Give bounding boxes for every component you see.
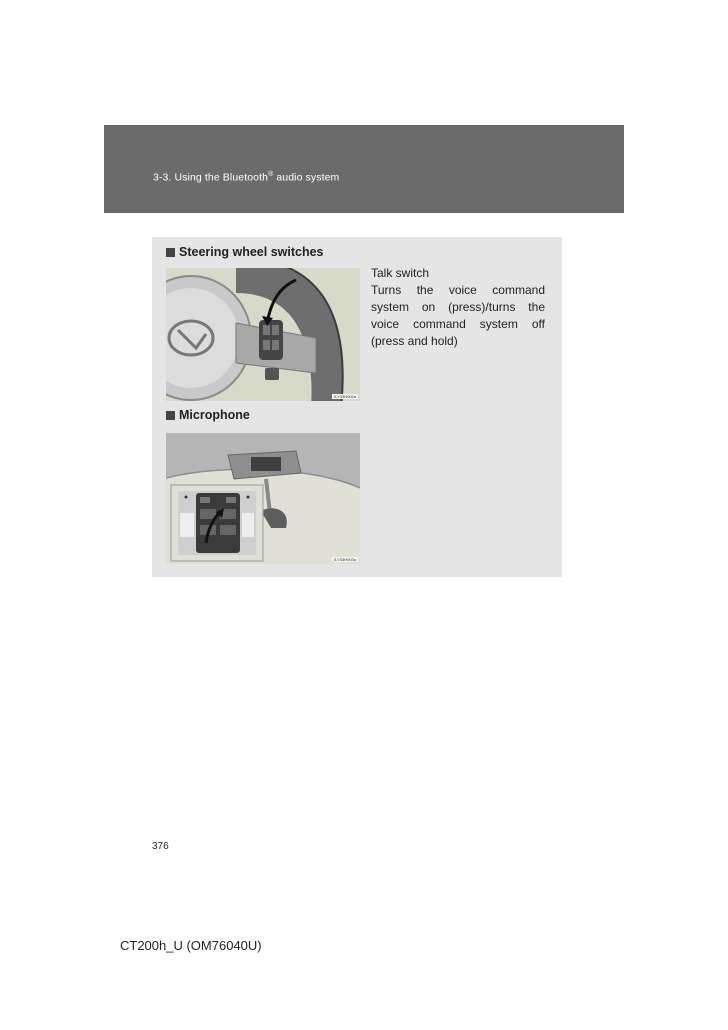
page-number: 376 — [152, 841, 169, 852]
square-bullet-icon — [166, 411, 175, 420]
steering-figure-code: ILY33H002a — [334, 394, 356, 399]
overhead-console-drawing — [166, 433, 360, 564]
steering-heading — [166, 245, 324, 259]
talk-switch-description — [371, 265, 545, 350]
section-title-suffix: audio system — [273, 171, 340, 184]
square-bullet-icon — [166, 248, 175, 257]
header-band — [104, 125, 624, 213]
talk-switch-title: Talk switch — [371, 266, 430, 280]
section-title — [153, 171, 339, 184]
steering-wheel-illustration — [166, 268, 360, 401]
talk-switch-text: Turns the voice command system on (press)/turns the voice command system off (press and hold) — [371, 283, 545, 348]
microphone-figure-code: ILY33H003a — [334, 557, 356, 562]
microphone-heading — [166, 408, 250, 422]
registered-mark: ® — [268, 171, 274, 178]
section-title-prefix: 3-3. Using the Bluetooth — [153, 171, 269, 184]
manual-code: CT200h_U (OM76040U) — [120, 938, 262, 953]
steering-heading-text: Steering wheel switches — [179, 245, 324, 259]
microphone-heading-text: Microphone — [179, 408, 250, 422]
microphone-illustration — [166, 433, 360, 564]
steering-wheel-drawing — [166, 268, 360, 401]
info-panel — [152, 237, 562, 577]
